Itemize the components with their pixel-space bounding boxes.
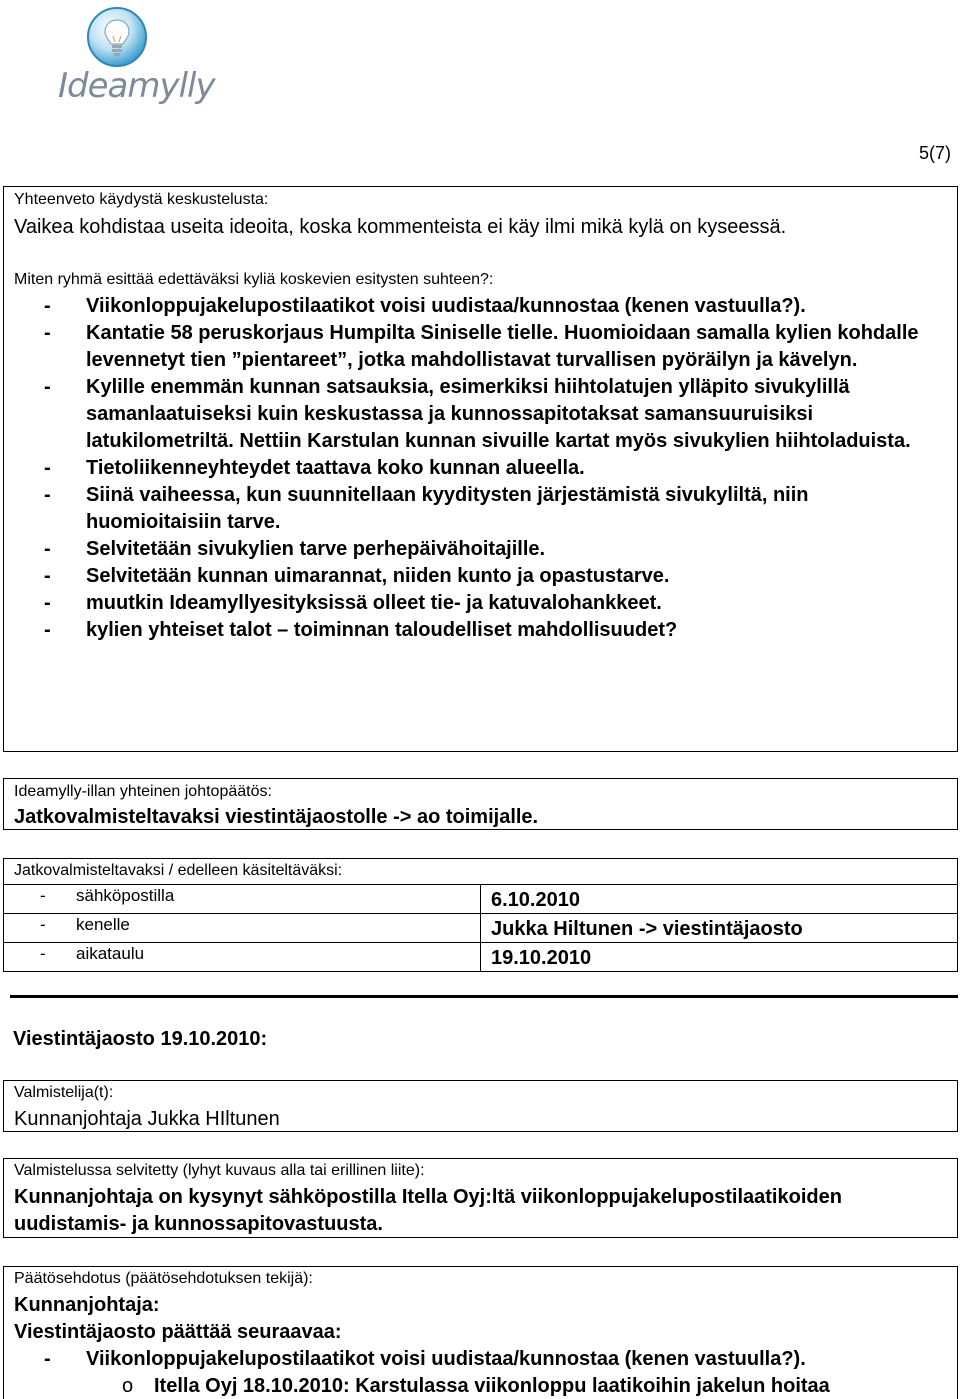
summary-text: Vaikea kohdistaa useita ideoita, koska kommenteista ei käy ilmi mikä kylä on kyseessä. <box>14 216 787 238</box>
processing-key: - kenelle <box>4 914 481 943</box>
processing-table <box>3 884 958 972</box>
preparer-section <box>3 1080 958 1132</box>
list-item: - Viikonloppujakelupostilaatikot voisi uudistaa/kunnostaa (kenen vastuulla?). <box>14 1346 947 1373</box>
divider <box>10 995 958 998</box>
investigated-label: Valmistelussa selvitetty (lyhyt kuvaus alla tai erillinen liite): <box>14 1162 425 1179</box>
proposal-author: Kunnanjohtaja: <box>14 1294 160 1316</box>
lightbulb-icon <box>84 6 150 68</box>
summary-label: Yhteenveto käydystä keskustelusta: <box>14 191 269 208</box>
list-item: - Kylille enemmän kunnan satsauksia, esimerkiksi hiihtolatujen ylläpito sivukylillä samanlaatuiseksi kuin keskustassa ja kunnossapitotaksat samansuuruisiksi latukilometriltä. Nettiin Karstulan kunnan sivuille kartat myös sivukylien hiihtoladuista. <box>14 374 947 455</box>
list-item: - muutkin Ideamyllyesityksissä olleet tie- ja katuvalohankkeet. <box>14 590 947 617</box>
list-item: o Itella Oyj 18.10.2010: Karstulassa viikonloppu laatikoihin jakelun hoitaa <box>14 1373 947 1399</box>
list-item: - kylien yhteiset talot – toiminnan taloudelliset mahdollisuudet? <box>14 617 947 644</box>
summary-list <box>14 293 947 644</box>
list-item: - Tietoliikenneyhteydet taattava koko kunnan alueella. <box>14 455 947 482</box>
investigated-text: Kunnanjohtaja on kysynyt sähköpostilla Itella Oyj:ltä viikonloppujakelupostilaatikoiden uudistamis- ja kunnossapitovastuusta. <box>14 1186 842 1235</box>
list-item: - Selvitetään sivukylien tarve perhepäivähoitajille. <box>14 536 947 563</box>
proposal-section <box>3 1266 958 1399</box>
list-item: - Siinä vaiheessa, kun suunnitellaan kyyditysten järjestämistä sivukyliltä, niin huomioitaisiin tarve. <box>14 482 947 536</box>
list-item: - Viikonloppujakelupostilaatikot voisi uudistaa/kunnostaa (kenen vastuulla?). <box>14 293 947 320</box>
processing-label: Jatkovalmisteltavaksi / edelleen käsiteltäväksi: <box>14 862 343 879</box>
table-row <box>4 885 958 914</box>
investigated-section <box>3 1158 958 1238</box>
processing-value: 19.10.2010 <box>481 943 958 972</box>
processing-section <box>3 858 958 885</box>
processing-key: - aikataulu <box>4 943 481 972</box>
processing-value: Jukka Hiltunen -> viestintäjaosto <box>481 914 958 943</box>
proposal-sublist <box>14 1373 947 1399</box>
summary-section <box>3 186 958 752</box>
table-row <box>4 914 958 943</box>
proposal-list <box>14 1346 947 1373</box>
processing-value: 6.10.2010 <box>481 885 958 914</box>
meeting-heading: Viestintäjaosto 19.10.2010: <box>13 1028 268 1050</box>
list-item: - Kantatie 58 peruskorjaus Humpilta Siniselle tielle. Huomioidaan samalla kylien kohdalle levennetyt tien ”pientareet”, jotka mahdollistavat turvallisen pyöräilyn ja kävelyn. <box>14 320 947 374</box>
conclusion-label: Ideamylly-illan yhteinen johtopäätös: <box>14 783 272 800</box>
conclusion-text: Jatkovalmisteltavaksi viestintäjaostolle -> ao toimijalle. <box>14 806 539 828</box>
processing-key: - sähköpostilla <box>4 885 481 914</box>
summary-question: Miten ryhmä esittää edettäväksi kyliä koskevien esitysten suhteen?: <box>14 271 494 288</box>
ideamylly-logo <box>58 6 215 110</box>
preparer-value: Kunnanjohtaja Jukka HIltunen <box>14 1108 280 1130</box>
conclusion-section <box>3 778 958 830</box>
table-row <box>4 943 958 972</box>
proposal-label: Päätösehdotus (päätösehdotuksen tekijä): <box>14 1270 313 1287</box>
list-item: - Selvitetään kunnan uimarannat, niiden kunto ja opastustarve. <box>14 563 947 590</box>
page-number: 5(7) <box>919 143 952 163</box>
logo-text: Ideamylly <box>58 66 215 106</box>
proposal-intro: Viestintäjaosto päättää seuraavaa: <box>14 1321 342 1343</box>
preparer-label: Valmistelija(t): <box>14 1084 114 1101</box>
